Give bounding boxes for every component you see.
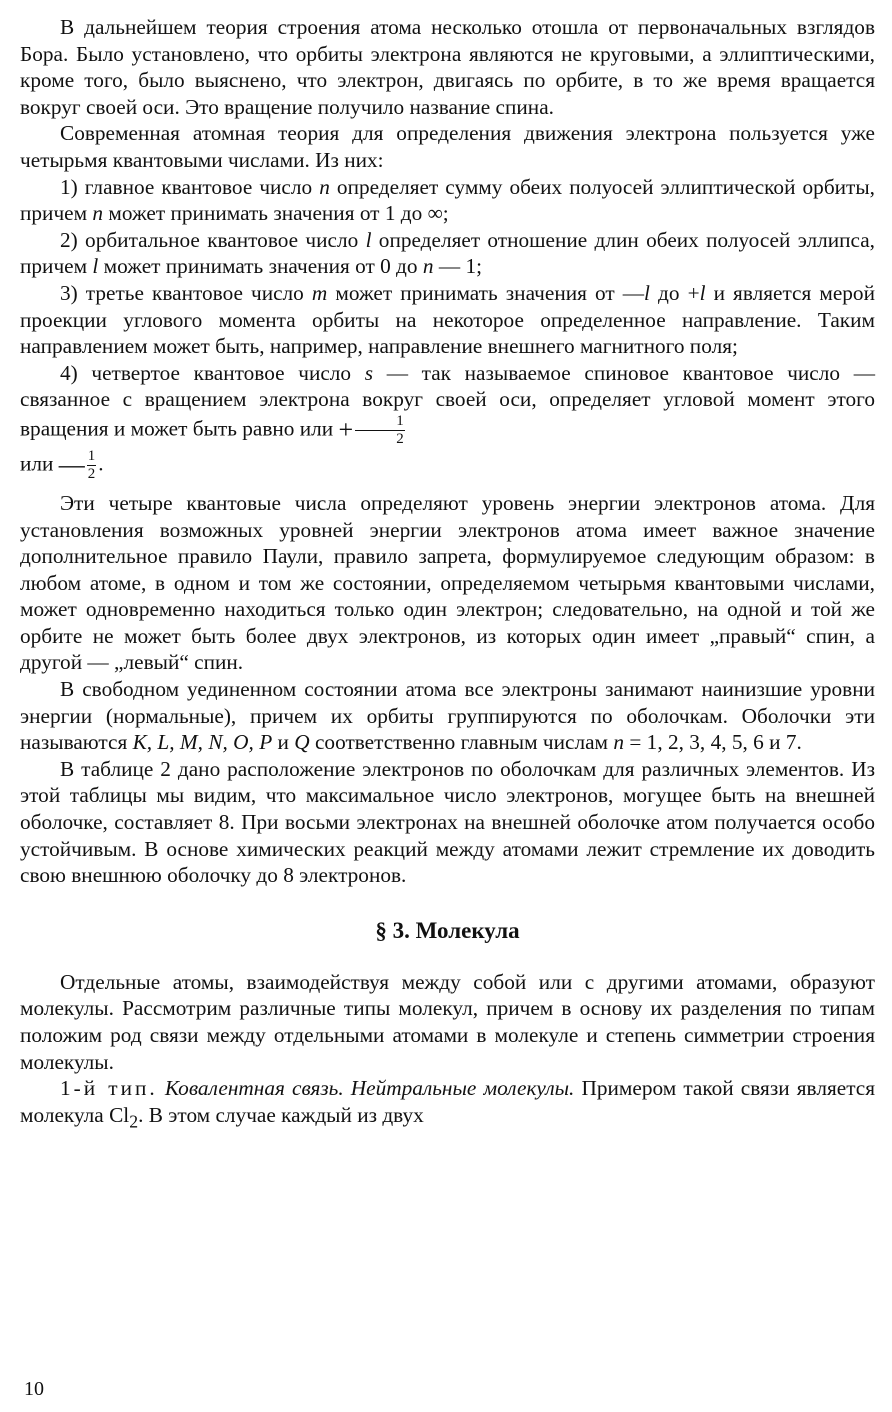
math-shells: K, L, M, N, O, P — [132, 730, 273, 755]
math-variable: l — [699, 280, 706, 305]
fraction-denominator: 2 — [87, 465, 96, 482]
text-segment: 1) главное квантовое число — [60, 174, 320, 199]
text-segment: 2) орбитальное квантовое число — [60, 227, 366, 252]
text-segment: и является мерой проекции углового момента орбиты на некоторое определенное направление. Таким направлением может быть, например, направление внешнего магнитного поля; — [20, 280, 875, 359]
text-segment: может принимать значения от 1 до ∞; — [103, 201, 449, 226]
emphasis-text: Ковалентная связь. Нейтральные молекулы. — [164, 1076, 575, 1101]
minus-sign: — — [58, 450, 85, 480]
text-segment: и — [272, 730, 295, 755]
paragraph-electron-shells — [20, 676, 875, 756]
paragraph-covalent-bond — [20, 1075, 875, 1134]
section-heading: § 3. Молекула — [375, 917, 520, 943]
paragraph-pauli-principle: Эти четыре квантовые числа определяют уровень энергии электронов атома. Для установления возможных уровней энергии электронов атома имеет важное значение дополнительное правило Паули, правило запрета, формулируемое следующим образом: в любом атоме, в одном и том же состоянии, определяемом четырьмя квантовыми числами, может одновременно находиться только один электрон; следовательно, на одной и той же орбите не может быть более двух электронов, из которых один имеет „правый“ спин, а другой — „левый“ спин. — [20, 490, 875, 675]
math-variable: l — [365, 227, 372, 252]
math-variable: n — [92, 201, 104, 226]
text-segment: соответственно главным числам — [309, 730, 614, 755]
text-segment: . В этом случае каждый из двух — [138, 1102, 424, 1127]
list-item-magnetic-number — [20, 280, 875, 360]
text-segment: определяет отношение длин обеих полуосей эллипса, причем — [20, 227, 875, 279]
fraction-numerator: 1 — [355, 413, 405, 431]
plus-sign: + — [338, 415, 354, 445]
type-label: 1-й тип. — [60, 1076, 158, 1101]
math-variable: n — [319, 174, 330, 199]
math-variable: l — [644, 280, 650, 305]
paragraph-molecules-intro: Отдельные атомы, взаимодействуя между собой или с другими атомами, образуют молекулы. Рассмотрим различные типы молекул, причем в основу их разделения по типам положим род связи между отдельными атомами в молекуле и степень симметрии строения молекулы. — [20, 969, 875, 1074]
text-segment: определяет сумму обеих полуосей эллиптической орбиты, причем — [20, 174, 875, 226]
list-item-orbital-number — [20, 227, 875, 280]
fraction-numerator: 1 — [87, 447, 96, 464]
page-body — [20, 14, 875, 1135]
text-segment: В свободном уединенном состоянии атома все электроны занимают наинизшие уровни энергии (нормальные), причем их орбиты группируются по оболочкам. Оболочки эти называются — [20, 677, 875, 755]
text-segment: = 1, 2, 3, 4, 5, 6 и 7. — [624, 730, 802, 755]
list-item-spin-number — [20, 360, 875, 448]
spacer — [20, 483, 875, 490]
text-segment: — так называемое спиновое квантовое число — связанное с вращением электрона вокруг своей оси, определяет угловой момент этого вращения и может быть равно или — [20, 360, 875, 441]
math-variable: l — [92, 254, 99, 279]
text-segment: до + — [649, 280, 700, 305]
math-shell-q: Q — [294, 730, 310, 755]
text-segment: Примером такой связи является молекула Cl — [20, 1076, 876, 1127]
page-number: 10 — [24, 1378, 44, 1400]
text-segment: или — [20, 451, 54, 476]
list-item-spin-number-continued — [20, 448, 875, 483]
paragraph-table-2: В таблице 2 дано расположение электронов по оболочкам для различных элементов. Из этой таблицы мы видим, что максимальное число электронов, могущее быть на внешней оболочке, составляет 8. При восьми электронах на внешней оболочке атом получается особо устойчивым. В основе химических реакций между атомами лежит стремление их доводить свою внешнюю оболочку до 8 электронов. — [20, 756, 875, 888]
subscript: 2 — [129, 1111, 139, 1132]
fraction-denominator: 2 — [396, 430, 404, 447]
text-segment: может принимать значения от — — [327, 280, 645, 305]
math-variable: n — [613, 730, 625, 755]
fraction-one-half — [87, 448, 97, 483]
text-segment: 4) четвертое квантовое число — [60, 360, 365, 385]
text-segment: может принимать значения от 0 до — [98, 254, 423, 279]
text-segment: — 1; — [433, 254, 483, 279]
paragraph-bohr: В дальнейшем теория строения атома несколько отошла от первоначальных взглядов Бора. Было установлено, что орбиты электрона являются не круговыми, а эллиптическими, кроме того, было выяснено, что электрон, двигаясь по орбите, в то же время вращается вокруг своей оси. Это вращение получило название спина. — [20, 15, 875, 119]
math-variable: s — [364, 360, 374, 385]
text-segment: 3) третье квантовое число — [60, 280, 312, 305]
list-item-principal-number — [20, 174, 875, 227]
text-segment: . — [98, 451, 104, 476]
fraction-one-half — [355, 413, 405, 448]
math-variable: n — [422, 254, 434, 279]
math-variable: m — [311, 280, 328, 305]
paragraph-quantum-numbers-intro: Современная атомная теория для определения движения электрона пользуется уже четырьмя квантовыми числами. Из них: — [20, 121, 875, 172]
